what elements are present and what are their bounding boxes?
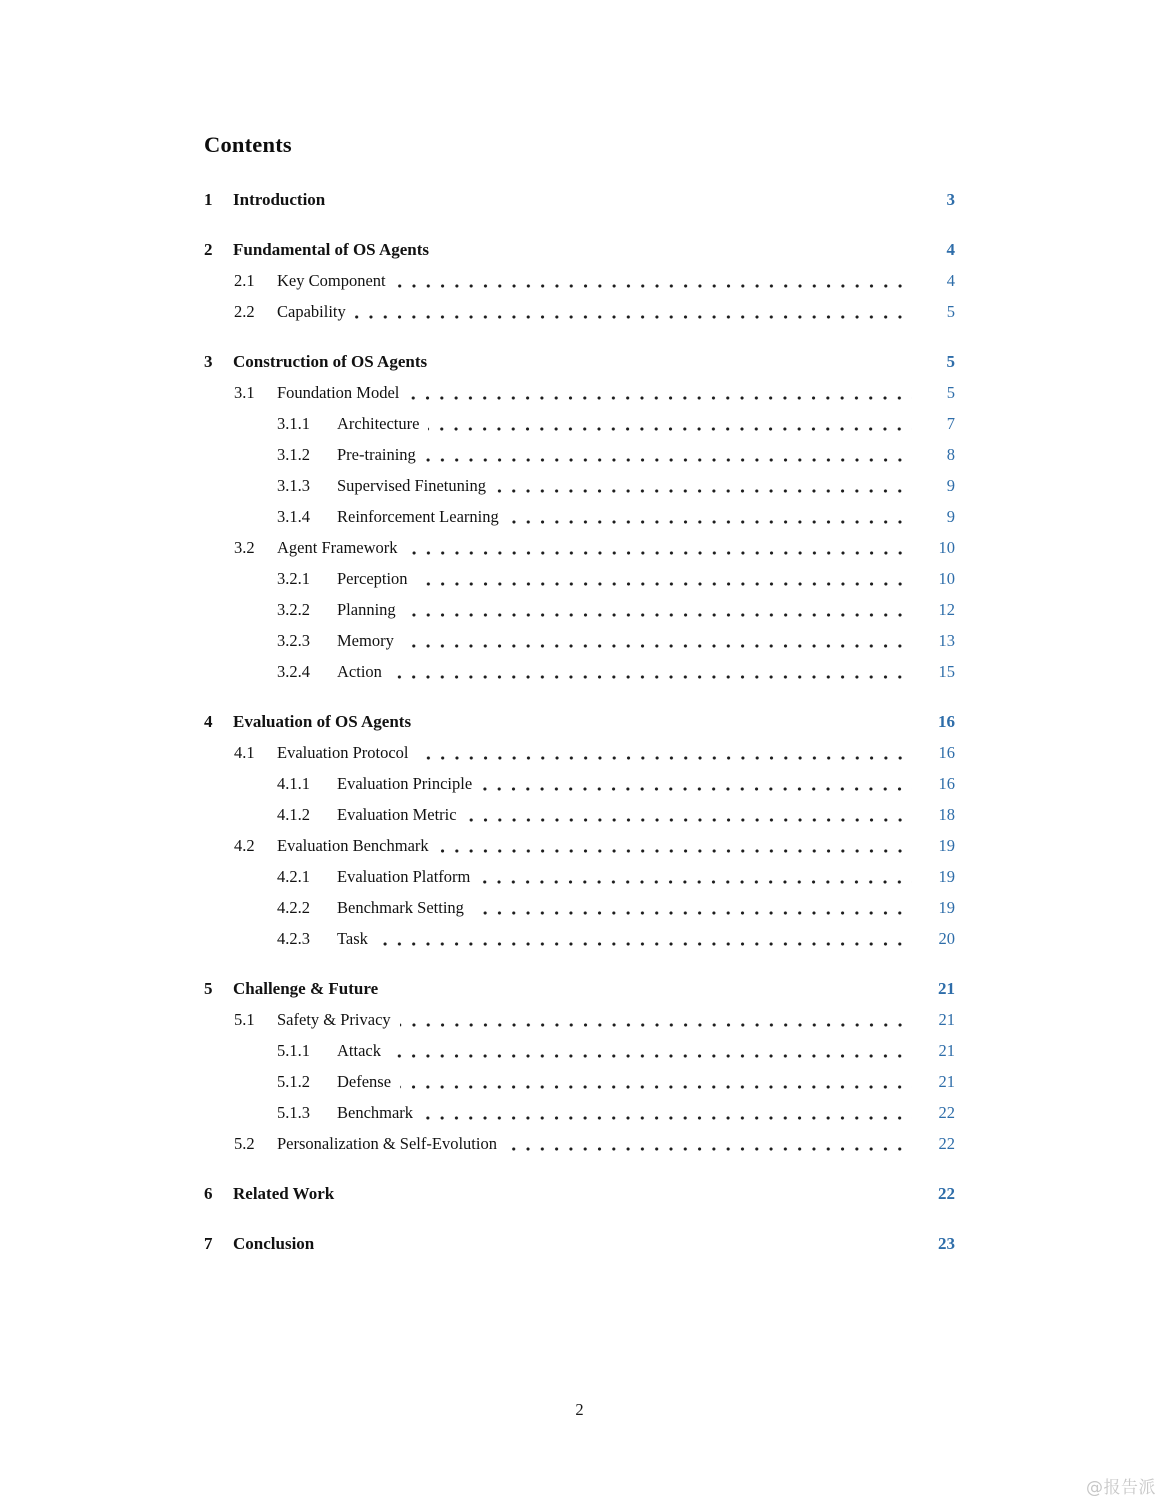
toc-entry-number: 5.2	[234, 1134, 255, 1153]
toc-dot-leader	[417, 581, 912, 587]
toc-dot-leader	[391, 674, 912, 680]
toc-dot-leader	[405, 612, 912, 618]
toc-dot-leader	[355, 314, 912, 320]
toc-entry-page: 22	[938, 1184, 955, 1203]
toc-entry-number: 3.2.1	[277, 569, 310, 588]
toc-entry[interactable]	[204, 501, 955, 532]
toc-dot-leader	[508, 519, 912, 525]
toc-entry-title: Personalization & Self-Evolution	[277, 1134, 497, 1153]
toc-entry-page: 9	[946, 507, 955, 526]
toc-entry-number: 4.2.3	[277, 929, 310, 948]
toc-entry[interactable]	[204, 799, 955, 830]
toc-entry[interactable]	[204, 1097, 955, 1128]
toc-entry-title: Key Component	[277, 271, 386, 290]
toc-dot-leader	[466, 817, 912, 823]
toc-entry-title: Evaluation of OS Agents	[233, 712, 412, 731]
toc-entry-page: 5	[946, 352, 955, 371]
toc-dot-leader	[400, 1022, 912, 1028]
toc-entry-title: Perception	[337, 569, 408, 588]
toc-entry-title: Action	[337, 662, 382, 681]
toc-entry-title: Agent Framework	[277, 538, 398, 557]
toc-entry[interactable]	[204, 706, 955, 737]
toc-entry[interactable]	[204, 737, 955, 768]
toc-entry-number: 1	[204, 190, 213, 209]
toc-entry-number: 5.1	[234, 1010, 255, 1029]
toc-entry-page: 19	[938, 898, 955, 917]
toc-entry[interactable]	[204, 184, 955, 215]
toc-entry-number: 4.2	[234, 836, 255, 855]
toc-dot-leader	[343, 1196, 912, 1202]
toc-entry-title: Capability	[277, 302, 346, 321]
toc-dot-leader	[390, 1053, 912, 1059]
toc-entry-title: Foundation Model	[277, 383, 400, 402]
toc-entry-title: Benchmark Setting	[337, 898, 464, 917]
toc-entry-title: Planning	[337, 600, 396, 619]
toc-entry[interactable]	[204, 1128, 955, 1159]
toc-entry-title: Construction of OS Agents	[233, 352, 428, 371]
toc-entry-page: 21	[938, 1010, 955, 1029]
toc-entry[interactable]	[204, 377, 955, 408]
toc-entry-page: 7	[946, 414, 955, 433]
toc-entry-number: 2.2	[234, 302, 255, 321]
toc-entry-page: 15	[938, 662, 955, 681]
toc-entry-number: 3.1.1	[277, 414, 310, 433]
toc-entry-page: 19	[938, 836, 955, 855]
toc-dot-leader	[473, 910, 912, 916]
toc-entry[interactable]	[204, 346, 955, 377]
toc-entry-title: Evaluation Metric	[337, 805, 457, 824]
toc-entry[interactable]	[204, 923, 955, 954]
toc-entry-number: 3.2.2	[277, 600, 310, 619]
toc-entry-title: Supervised Finetuning	[337, 476, 486, 495]
toc-dot-leader	[408, 395, 912, 401]
toc-entry-title: Defense	[337, 1072, 392, 1091]
toc-entry-title: Fundamental of OS Agents	[233, 240, 429, 259]
toc-entry-page: 12	[938, 600, 955, 619]
toc-entry-number: 4	[204, 712, 213, 731]
toc-dot-leader	[495, 488, 912, 494]
toc-entry-page: 23	[938, 1234, 955, 1253]
toc-dot-leader	[395, 283, 912, 289]
toc-entry[interactable]	[204, 1228, 955, 1259]
toc-entry-title: Memory	[337, 631, 394, 650]
toc-entry-title: Conclusion	[233, 1234, 315, 1253]
toc-entry-number: 4.2.2	[277, 898, 310, 917]
toc-entry-number: 4.2.1	[277, 867, 310, 886]
toc-entry-number: 4.1.2	[277, 805, 310, 824]
toc-entry-number: 3.1.4	[277, 507, 310, 526]
toc-dot-leader	[422, 1115, 912, 1121]
toc-dot-leader	[387, 991, 912, 997]
toc-entry-number: 2.1	[234, 271, 255, 290]
toc-entry[interactable]	[204, 1004, 955, 1035]
toc-entry-page: 19	[938, 867, 955, 886]
toc-dot-leader	[323, 1246, 912, 1252]
toc-entry-page: 21	[938, 979, 955, 998]
toc-entry[interactable]	[204, 830, 955, 861]
table-of-contents	[204, 184, 955, 1259]
toc-entry-number: 5.1.1	[277, 1041, 310, 1060]
toc-entry[interactable]	[204, 563, 955, 594]
toc-entry-page: 10	[938, 538, 955, 557]
toc-entry-number: 6	[204, 1184, 213, 1203]
toc-entry-title: Evaluation Benchmark	[277, 836, 429, 855]
toc-entry-page: 8	[946, 445, 955, 464]
toc-entry-title: Evaluation Platform	[337, 867, 471, 886]
toc-entry[interactable]	[204, 439, 955, 470]
toc-entry-number: 7	[204, 1234, 213, 1253]
toc-entry-title: Challenge & Future	[233, 979, 379, 998]
toc-dot-leader	[438, 848, 912, 854]
toc-entry-number: 3.1.2	[277, 445, 310, 464]
toc-entry-number: 5	[204, 979, 213, 998]
toc-entry-page: 21	[938, 1072, 955, 1091]
toc-entry-page: 16	[938, 712, 955, 731]
toc-entry[interactable]	[204, 768, 955, 799]
page-number: 2	[575, 1400, 584, 1419]
toc-dot-leader	[428, 426, 912, 432]
contents-title: Contents	[204, 132, 292, 157]
toc-entry-page: 4	[946, 240, 955, 259]
toc-entry-number: 3.1.3	[277, 476, 310, 495]
toc-entry-number: 5.1.3	[277, 1103, 310, 1122]
toc-entry-number: 3.2.4	[277, 662, 310, 681]
toc-entry-page: 16	[938, 743, 955, 762]
toc-entry[interactable]	[204, 234, 955, 265]
toc-dot-leader	[481, 786, 912, 792]
toc-entry[interactable]	[204, 265, 955, 296]
toc-dot-leader	[400, 1084, 912, 1090]
toc-entry-page: 22	[938, 1134, 955, 1153]
toc-entry-page: 5	[946, 302, 955, 321]
toc-entry-title: Introduction	[233, 190, 326, 209]
toc-entry-number: 3.1	[234, 383, 255, 402]
toc-entry[interactable]	[204, 532, 955, 563]
toc-dot-leader	[425, 457, 912, 463]
toc-entry-title: Evaluation Principle	[337, 774, 473, 793]
toc-entry-page: 4	[946, 271, 955, 290]
toc-entry[interactable]	[204, 296, 955, 327]
toc-dot-leader	[506, 1146, 912, 1152]
toc-entry-page: 18	[938, 805, 955, 824]
toc-entry-number: 2	[204, 240, 213, 259]
toc-entry-title: Reinforcement Learning	[337, 507, 499, 526]
toc-entry[interactable]	[204, 408, 955, 439]
toc-entry-page: 3	[946, 190, 955, 209]
toc-entry[interactable]	[204, 1066, 955, 1097]
toc-entry-title: Task	[337, 929, 368, 948]
toc-entry-number: 5.1.2	[277, 1072, 310, 1091]
toc-dot-leader	[418, 755, 912, 761]
toc-entry[interactable]	[204, 861, 955, 892]
toc-entry-number: 3.2.3	[277, 631, 310, 650]
toc-entry-number: 4.1.1	[277, 774, 310, 793]
toc-entry-page: 20	[938, 929, 955, 948]
toc-entry-page: 9	[946, 476, 955, 495]
toc-entry-page: 13	[938, 631, 955, 650]
toc-entry[interactable]	[204, 1035, 955, 1066]
toc-entry-title: Safety & Privacy	[277, 1010, 391, 1029]
toc-entry-title: Attack	[337, 1041, 381, 1060]
toc-entry-page: 21	[938, 1041, 955, 1060]
toc-entry[interactable]	[204, 656, 955, 687]
toc-entry[interactable]	[204, 625, 955, 656]
toc-entry-page: 10	[938, 569, 955, 588]
watermark: @报告派	[1086, 1478, 1156, 1498]
toc-entry[interactable]	[204, 594, 955, 625]
toc-entry-number: 4.1	[234, 743, 255, 762]
toc-entry[interactable]	[204, 1178, 955, 1209]
toc-entry-number: 3	[204, 352, 213, 371]
toc-dot-leader	[334, 202, 912, 208]
toc-entry-number: 3.2	[234, 538, 255, 557]
toc-entry-title: Related Work	[233, 1184, 335, 1203]
toc-entry[interactable]	[204, 973, 955, 1004]
toc-dot-leader	[420, 724, 912, 730]
toc-dot-leader	[377, 941, 912, 947]
toc-dot-leader	[403, 643, 912, 649]
toc-dot-leader	[407, 550, 912, 556]
toc-dot-leader	[479, 879, 912, 885]
toc-entry-title: Evaluation Protocol	[277, 743, 409, 762]
toc-dot-leader	[436, 364, 912, 370]
toc-entry[interactable]	[204, 892, 955, 923]
toc-entry-page: 16	[938, 774, 955, 793]
toc-dot-leader	[438, 252, 912, 258]
toc-entry-title: Benchmark	[337, 1103, 414, 1122]
toc-entry-title: Architecture	[337, 414, 420, 433]
toc-entry-page: 22	[938, 1103, 955, 1122]
toc-entry[interactable]	[204, 470, 955, 501]
toc-entry-title: Pre-training	[337, 445, 416, 464]
toc-entry-page: 5	[946, 383, 955, 402]
